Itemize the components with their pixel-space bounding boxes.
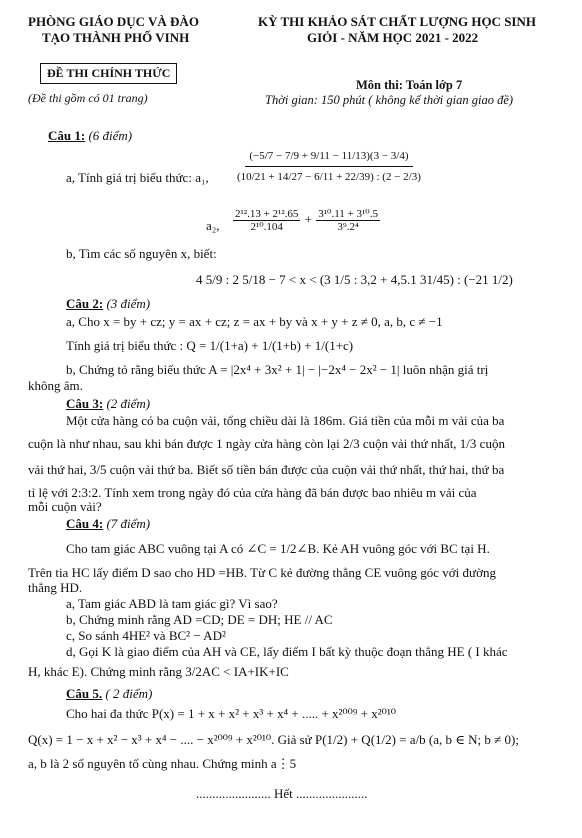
q2-a-compute: Tính giá trị biểu thức : Q = 1/(1+a) + 1/(1+b) + 1/(1+c) (66, 338, 354, 353)
q4-line-1: Cho tam giác ABC vuông tại A có ∠C = 1/2∠B. Kẻ AH vuông góc với BC tại H. (66, 541, 490, 556)
exam-title-line-2: GIỎI - NĂM HỌC 2021 - 2022 (307, 30, 479, 45)
subject: Môn thi: Toán lớp 7 (356, 78, 463, 92)
q1-b-expression: 4 5/9 : 2 5/18 − 7 < x < (3 1/5 : 3,2 + 4,5.1 31/45) : (−21 1/2) (196, 272, 513, 287)
exam-time: Thời gian: 150 phút ( không kể thời gian giao đề) (265, 93, 514, 107)
q5-line-1: Cho hai đa thức P(x) = 1 + x + x² + x³ + x⁴ + ..... + x²⁰⁰⁹ + x²⁰¹⁰ (66, 706, 396, 721)
q1-heading (48, 128, 132, 144)
q2-b-text-2: không âm. (28, 378, 83, 393)
exam-title-line-1: KỲ THI KHẢO SÁT CHẤT LƯỢNG HỌC SINH (258, 14, 536, 29)
org-line-2: TẠO THÀNH PHỐ VINH (42, 30, 190, 45)
q3-line-2: cuộn là như nhau, sau khi bán được 1 ngày cửa hàng còn lại 2/3 cuộn vải thứ nhất, 1/3 cuộn (28, 436, 505, 451)
q5-points: ( 2 điểm) (105, 686, 153, 701)
q5-title: Câu 5. (66, 686, 103, 701)
q3-line-3: vải thứ hai, 3/5 cuộn vải thứ ba. Biết số tiền bán được của cuộn vải thứ nhất, thứ hai, thứ ba (28, 462, 505, 477)
q5-line-2: Q(x) = 1 − x + x² − x³ + x⁴ − .... − x²⁰⁰⁹ + x²⁰¹⁰. Giả sử P(1/2) + Q(1/2) = a/b (a, b ∈ N; b ≠ 0); (28, 732, 519, 747)
q1-title: Câu 1: (48, 128, 86, 143)
q3-line-4: tỉ lệ với 2:3:2. Tính xem trong ngày đó của cửa hàng đã bán được bao nhiêu m vải của (28, 485, 477, 500)
q4-part-b: b, Chứng minh rằng AD =CD; DE = DH; HE // AC (66, 612, 333, 627)
q2-a-text: a, Cho x = by + cz; y = ax + cz; z = ax + by và x + y + z ≠ 0, a, b, c ≠ −1 (66, 314, 443, 329)
q3-line-5: mỗi cuộn vải? (28, 499, 102, 514)
q4-part-d-line-1: d, Gọi K là giao điểm của AH và CE, lấy điểm I bất kỳ thuộc đoạn thẳng HE ( I khác (66, 644, 508, 659)
q1-a2-label: a₂, (206, 218, 220, 233)
q1-a1-expression (232, 146, 426, 187)
q1-a1-fraction: $\frac{(-5/7 - 7/9 + 9/11 - 11/13)(3 - 3/4)}{(10/21 + 14/27 - 6/11 + 22/39) : (2 - 2/3)}$ (233, 146, 425, 187)
official-exam-box: ĐỀ THI CHÍNH THỨC (40, 63, 177, 84)
q3-line-1: Một cửa hàng có ba cuộn vải, tổng chiều dài là 186m. Giá tiền của mỗi m vải của ba (66, 413, 505, 428)
q3-heading (66, 396, 150, 412)
q2-heading (66, 296, 150, 312)
q1-a-text: a, Tính giá trị biểu thức: a₁, (66, 170, 209, 185)
q4-points: (7 điểm) (106, 516, 151, 531)
pages-note: (Đề thi gồm có 01 trang) (28, 91, 148, 105)
q3-points: (2 điểm) (106, 396, 151, 411)
q2-points: (3 điểm) (106, 296, 151, 311)
q1-points: (6 điểm) (88, 128, 133, 143)
q1-a2-fraction-2: $\frac{\text{3¹⁰.11 + 3¹⁰.5}}{\text{3⁹.2⁴}}$ (318, 208, 378, 234)
q4-line-2: Trên tia HC lấy điểm D sao cho HD =HB. Từ C kẻ đường thẳng CE vuông góc với đường (28, 565, 496, 580)
q5-heading (66, 686, 152, 702)
q4-line-3: thẳng HD. (28, 580, 83, 595)
q1-a2-fraction-1: $\frac{\text{2¹².13 + 2¹².65}}{\text{2¹⁰.104}}$ (235, 208, 299, 234)
q2-title: Câu 2: (66, 296, 104, 311)
org-line-1: PHÒNG GIÁO DỤC VÀ ĐÀO (28, 14, 199, 29)
q5-line-3: a, b là 2 số nguyên tố cùng nhau. Chứng minh a⋮5 (28, 756, 297, 771)
q4-part-a: a, Tam giác ABD là tam giác gì? Vì sao? (66, 596, 278, 611)
q4-part-c: c, So sánh 4HE² và BC² − AD² (66, 628, 226, 643)
q4-title: Câu 4: (66, 516, 104, 531)
q4-part-d-line-2: H, khác E). Chứng minh rằng 3/2AC < IA+IK+IC (28, 664, 289, 679)
q2-b-text: b, Chứng tỏ rằng biểu thức A = |2x⁴ + 3x² + 1| − |−2x⁴ − 2x² − 1| luôn nhận giá trị (66, 362, 489, 377)
q1-a2-expression: $\frac{\text{2¹².13 + 2¹².65}}{\text{2¹⁰.104}}$ + $\frac{\text{3¹⁰.11 + 3¹⁰.5}}{\text{3⁹.2⁴}}$ (235, 208, 378, 234)
q4-heading (66, 516, 150, 532)
q1-b-text: b, Tìm các số nguyên x, biết: (66, 246, 217, 261)
q3-title: Câu 3: (66, 396, 104, 411)
end-marker: ....................... Hết ...................... (196, 786, 368, 801)
